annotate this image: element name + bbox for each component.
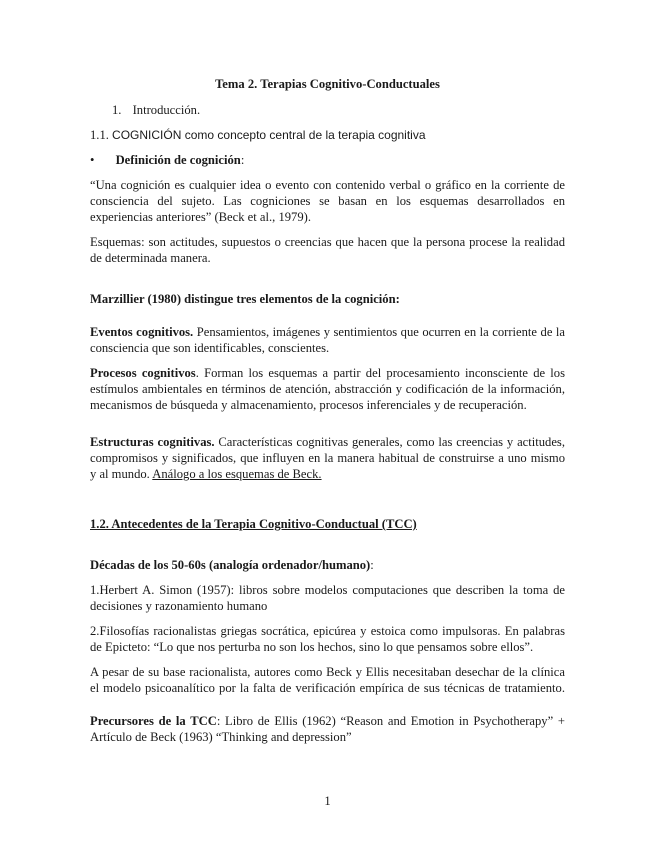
eventos-line-1 [90,324,565,340]
procesos-line-1 [90,365,565,381]
section-1-2-heading: 1.2. Antecedentes de la Terapia Cognitivo-Conductual (TCC) [90,517,417,531]
pesar-line-1: A pesar de su base racionalista, autores como Beck y Ellis necesitaban desechar de la clínica [90,665,565,679]
precursores-line-1 [90,713,565,729]
section-1-1-heading [90,127,565,143]
definition-colon: : [240,153,245,167]
procesos-term: Procesos cognitivos [90,366,196,380]
bullet: • [90,153,95,167]
page-number: 1 [324,794,331,808]
intro-label: Introducción. [132,103,201,117]
section-1-1-label: COGNICIÓN como concepto central de la terapia cognitiva [112,128,426,142]
decadas-label: Décadas de los 50-60s (analogía ordenador/humano) [90,558,371,572]
precursores-text-1: : Libro de Ellis (1962) “Reason and Emotion in Psychotherapy” + [216,714,565,728]
esquemas-line-2: de determinada manera. [90,251,211,265]
filosofias-line-1: 2.Filosofías racionalistas griegas socrática, epicúrea y estoica como impulsoras. En palabras [90,624,565,638]
section-1-1-number: 1.1. [90,128,113,142]
quote-line-1: “Una cognición es cualquier idea o evento con contenido verbal o gráfico en la corriente de [90,178,565,192]
precursores-line-2: Artículo de Beck (1963) “Thinking and depression” [90,730,352,744]
quote-line-2: consciencia del sujeto. Las cogniciones se basan en los esquemas desarrollados en [90,194,565,208]
estructuras-line-2: compromisos y significados, que influyen en la manera habitual de construirse a uno mismo [90,451,565,465]
intro-number: 1. [112,103,122,117]
simon-line-1: 1.Herbert A. Simon (1957): libros sobre modelos computaciones que describen la toma de [90,583,565,597]
filosofias-line-2: de Epicteto: “Lo que nos perturba no son los hechos, sino lo que pensamos sobre ellos”. [90,640,534,654]
estructuras-text-3: y al mundo. [90,467,153,481]
precursores-term: Precursores de la TCC [90,714,217,728]
decadas-colon: : [370,558,374,572]
estructuras-line-3 [90,466,565,482]
estructuras-text-1: Características cognitivas generales, como las creencias y actitudes, [214,435,565,449]
eventos-term: Eventos cognitivos. [90,325,194,339]
estructuras-term: Estructuras cognitivas. [90,435,215,449]
eventos-text-1: Pensamientos, imágenes y sentimientos que ocurren en la corriente de la [193,325,566,339]
page-title: Tema 2. Terapias Cognitivo-Conductuales [215,77,440,91]
pesar-line-2: el modelo psicoanalítico por la falta de verificación empírica de sus técnicas de tratamiento. [90,681,565,695]
intro-heading [112,102,587,118]
definition-heading [90,152,565,168]
esquemas-line-1: Esquemas: son actitudes, supuestos o creencias que hacen que la persona procese la realidad [90,235,565,249]
quote-line-3: experiencias anteriores” (Beck et al., 1979). [90,210,311,224]
estructuras-line-1 [90,434,565,450]
decadas-heading [90,557,565,573]
definition-label: Definición de cognición [115,153,241,167]
procesos-text-1: . Forman los esquemas a partir del procesamiento inconsciente de los [195,366,565,380]
eventos-line-2: consciencia que son identificables, conscientes. [90,341,330,355]
simon-line-2: decisiones y razonamiento humano [90,599,268,613]
procesos-line-2: estímulos ambientales en términos de atención, abstracción y codificación de la información, [90,382,565,396]
procesos-line-3: mecanismos de búsqueda y almacenamiento, procesos inferenciales y de recuperación. [90,398,527,412]
estructuras-underlined: Análogo a los esquemas de Beck. [152,467,322,481]
marzillier-heading: Marzillier (1980) distingue tres elementos de la cognición: [90,292,400,306]
